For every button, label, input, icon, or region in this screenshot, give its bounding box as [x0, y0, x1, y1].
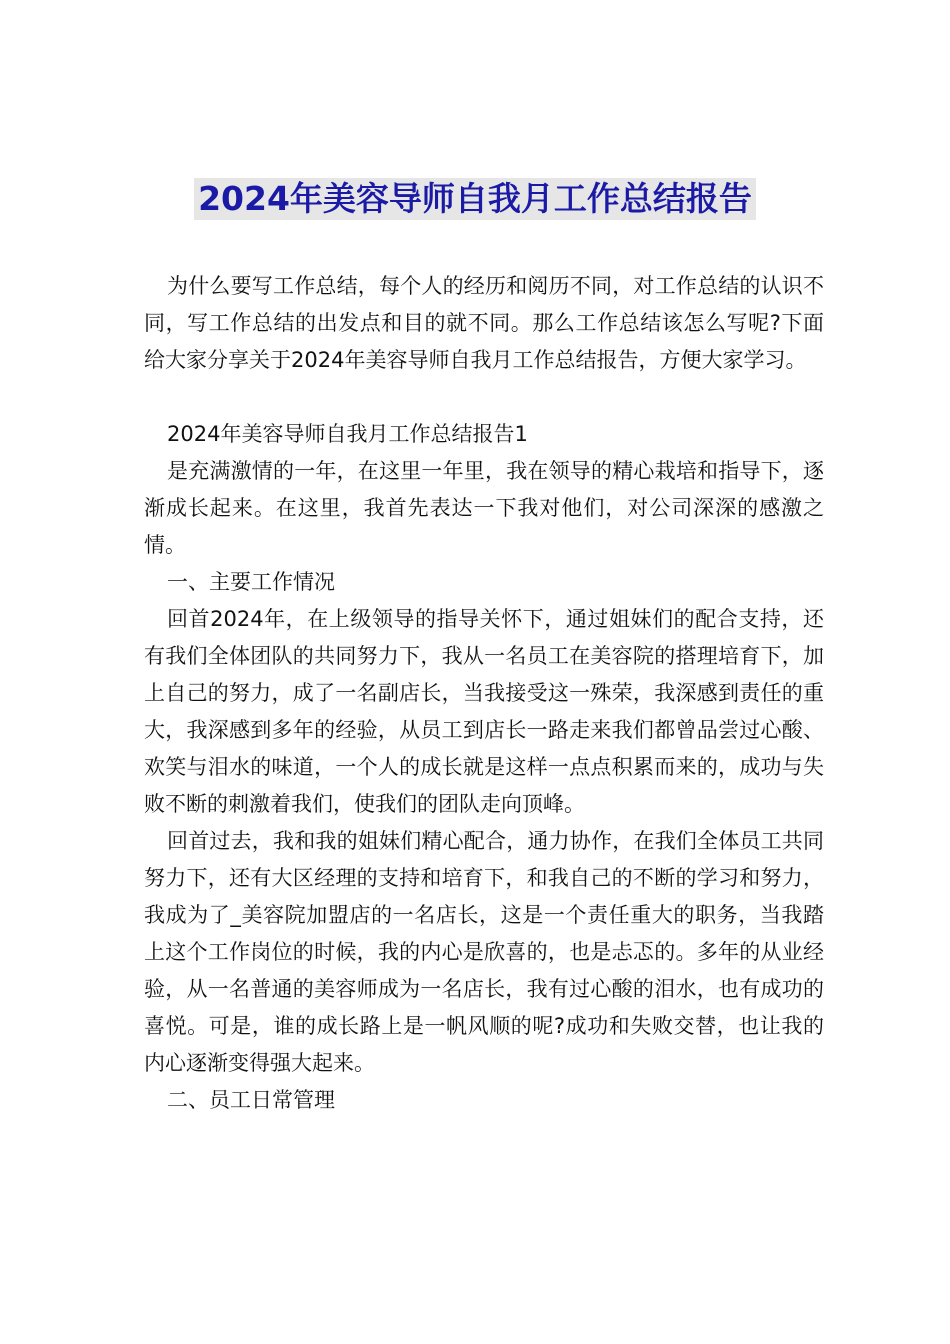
section-heading-main-work: 一、主要工作情况	[167, 570, 335, 594]
section-heading-staff-management: 二、员工日常管理	[167, 1088, 335, 1112]
document-body	[144, 268, 824, 1119]
title-container	[0, 178, 950, 220]
section-heading-report-1: 2024年美容导师自我月工作总结报告1	[167, 422, 528, 446]
paragraph-review-2024: 回首2024年，在上级领导的指导关怀下，通过姐妹们的配合支持，还有我们全体团队的共同努力下，我从一名员工在美容院的搭理培育下，加上自己的努力，成了一名副店长，当我接受这一殊荣，我深感到责任的重大，我深感到多年的经验，从员工到店长一路走来我们都曾品尝过心酸、欢笑与泪水的味道，一个人的成长就是这样一点点积累而来的，成功与失败不断的刺激着我们，使我们的团队走向顶峰。	[144, 607, 824, 816]
document-title: 2024年美容导师自我月工作总结报告	[194, 178, 756, 220]
intro-paragraph: 为什么要写工作总结，每个人的经历和阅历不同，对工作总结的认识不同，写工作总结的出发点和目的就不同。那么工作总结该怎么写呢?下面给大家分享关于2024年美容导师自我月工作总结报告，方便大家学习。	[144, 274, 824, 372]
paragraph-gratitude: 是充满激情的一年，在这里一年里，我在领导的精心栽培和指导下，逐渐成长起来。在这里，我首先表达一下我对他们，对公司深深的感激之情。	[144, 459, 824, 557]
paragraph-review-past: 回首过去，我和我的姐妹们精心配合，通力协作，在我们全体员工共同努力下，还有大区经理的支持和培育下，和我自己的不断的学习和努力，我成为了_美容院加盟店的一名店长，这是一个责任重大的职务，当我踏上这个工作岗位的时候，我的内心是欣喜的，也是忐忑的。多年的从业经验，从一名普通的美容师成为一名店长，我有过心酸的泪水，也有成功的喜悦。可是，谁的成长路上是一帆风顺的呢?成功和失败交替，也让我的内心逐渐变得强大起来。	[144, 829, 824, 1075]
